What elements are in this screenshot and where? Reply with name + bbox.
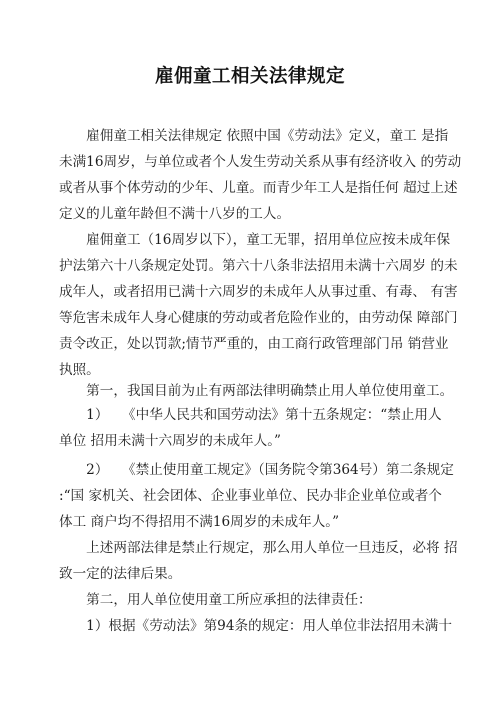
document-title: 雇佣童工相关法律规定 [154,66,345,87]
body-line: 1）根据《劳动法》第94条的规定：用人单位非法招用未满十 [59,618,452,634]
body-line: 雇佣童工相关法律规定 依照中国《劳动法》定义，童工 是指 [59,128,449,144]
body-line: 体工 商户均不得招用不满16周岁的未成年人。” [59,514,340,530]
body-line: :“国 家机关、社会团体、企业事业单位、民办非企业单位或者个 [59,488,442,504]
body-line: 第二，用人单位使用童工所应承担的法律责任： [59,592,372,608]
body-line: 致一定的法律后果。 [59,566,182,582]
body-line: 责令改正，处以罚款;情节严重的，由工商行政管理部门吊 销营业 [59,336,449,352]
body-line: 护法第六十八条规定处罚。第六十八条非法招用未满十六周岁 的未 [59,258,458,274]
body-line: 雇佣童工（16周岁以下），童工无罪，招用单位应按未成年保 [59,232,451,248]
body-line: 第一，我国目前为止有两部法律明确禁止用人单位使用童工。 [59,383,454,399]
body-line: 执照。 [59,362,100,378]
body-line: 1） 《中华人民共和国劳动法》第十五条规定：“禁止用人 [59,407,442,423]
body-line: 单位 招用未满十六周岁的未成年人。” [59,433,281,449]
body-line: 等危害未成年人身心健康的劳动或者危险作业的，由劳动保 障部门 [59,310,458,326]
body-line: 2） 《禁止使用童工规定》（国务院令第364号）第二条规定 [59,462,454,478]
body-line: 未满16周岁，与单位或者个人发生劳动关系从事有经济收入 的劳动 [59,154,462,170]
body-line: 上述两部法律是禁止行规定，那么用人单位一旦违反，必将 招 [59,540,458,556]
body-line: 定义的儿童年龄但不满十八岁的工人。 [59,206,291,222]
body-line: 或者从事个体劳动的少年、儿童。而青少年工人是指任何 超过上述 [59,180,458,196]
body-line: 成年人，或者招用已满十六周岁的未成年人从事过重、有毒、 有害 [59,284,458,300]
